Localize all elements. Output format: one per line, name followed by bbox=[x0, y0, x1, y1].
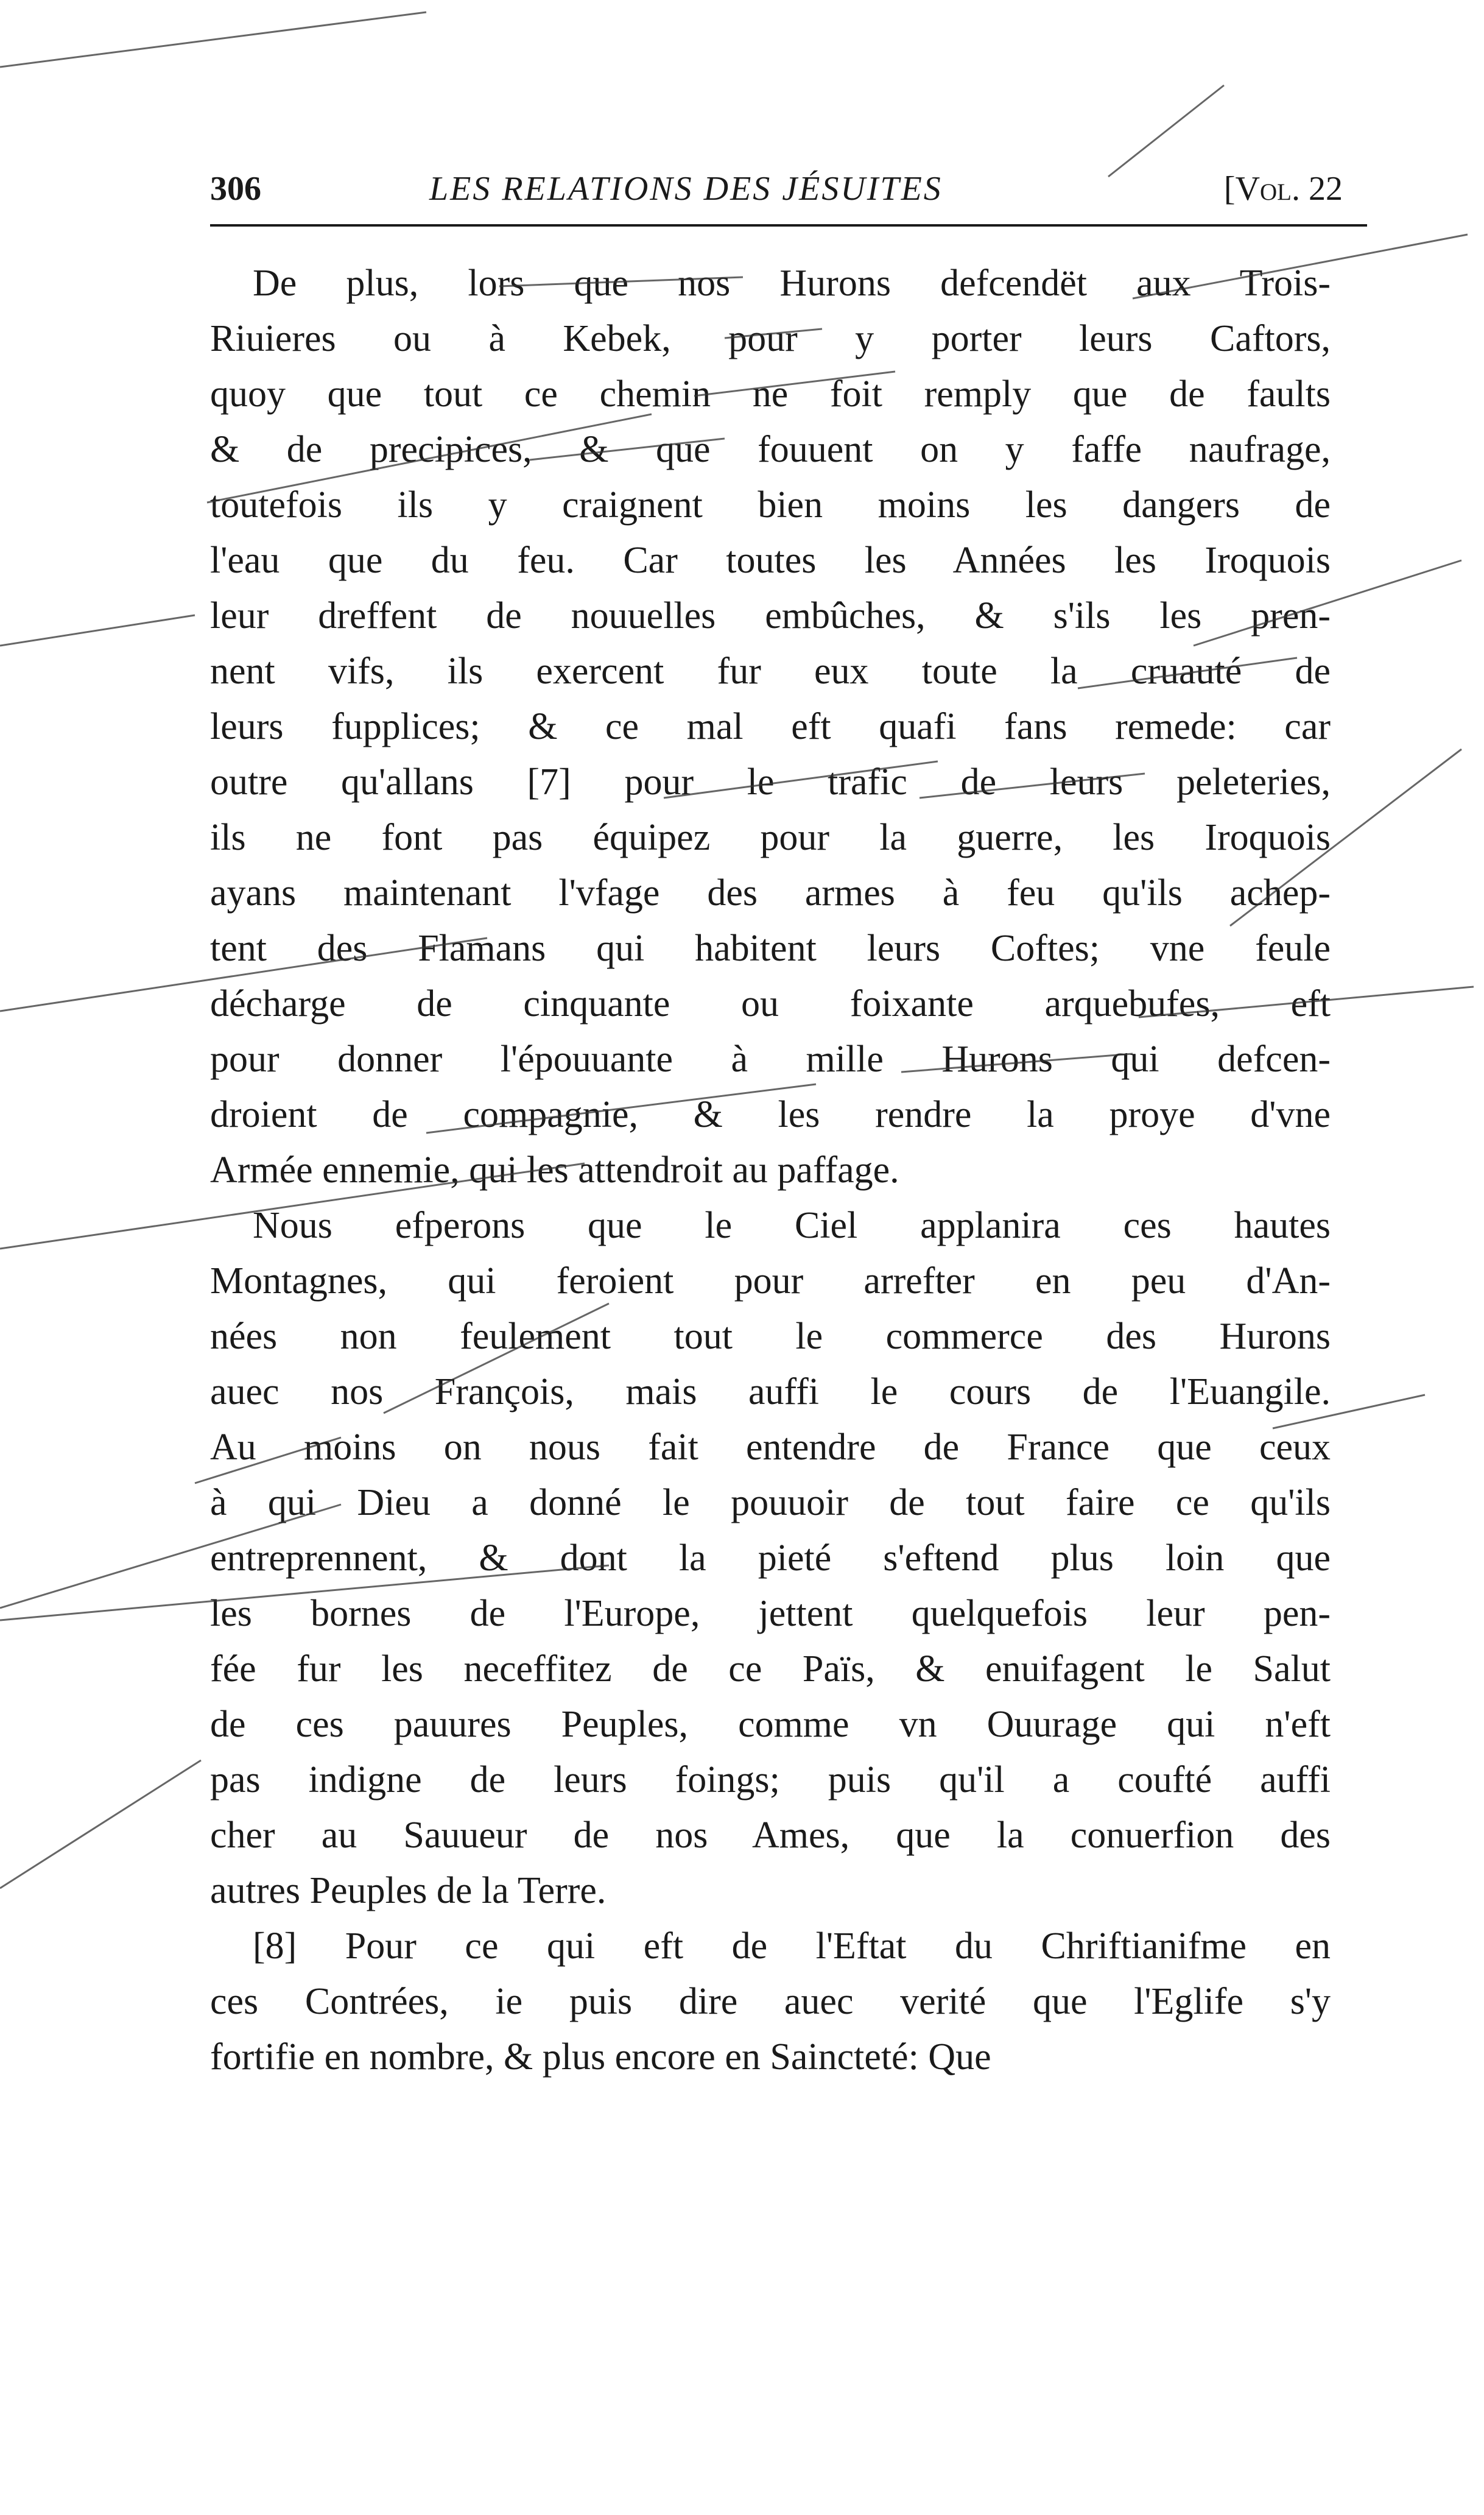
text-line: nées non feulement tout le commerce des Hurons bbox=[210, 1316, 1331, 1357]
stray-stroke-line bbox=[0, 1760, 201, 1888]
text-line: & de precipices, & que fouuent on y faffe naufrage, bbox=[210, 429, 1331, 470]
text-line: les bornes de l'Europe, jettent quelquefois leur pen- bbox=[210, 1593, 1331, 1634]
stray-stroke-line bbox=[1108, 85, 1224, 177]
text-line: Montagnes, qui feroient pour arrefter en peu d'An- bbox=[210, 1260, 1331, 1302]
text-line: Armée ennemie, qui les attendroit au paffage. bbox=[210, 1149, 899, 1191]
text-line: droient de compagnie, & les rendre la proye d'vne bbox=[210, 1094, 1331, 1135]
text-line: nent vifs, ils exercent fur eux toute la cruauté de bbox=[210, 651, 1331, 692]
stray-stroke-line bbox=[0, 615, 195, 646]
text-line: outre qu'allans [7] pour le trafic de leurs peleteries, bbox=[210, 761, 1331, 803]
text-line: fortifie en nombre, & plus encore en Saincteté: Que bbox=[210, 2036, 991, 2078]
text-line: leurs fupplices; & ce mal eft quafi fans remede: car bbox=[210, 706, 1331, 747]
text-line: pas indigne de leurs foings; puis qu'il a coufté auffi bbox=[210, 1759, 1331, 1801]
text-line: quoy que tout ce chemin ne foit remply que de faults bbox=[210, 373, 1331, 415]
text-line: décharge de cinquante ou foixante arquebufes, eft bbox=[210, 983, 1331, 1025]
text-line: ces Contrées, ie puis dire auec verité que l'Eglife s'y bbox=[210, 1981, 1331, 2022]
text-line: Nous efperons que le Ciel applanira ces hautes bbox=[253, 1205, 1331, 1246]
stray-stroke-line bbox=[0, 12, 426, 67]
text-line: cher au Sauueur de nos Ames, que la conuerfion des bbox=[210, 1815, 1331, 1856]
body-text bbox=[210, 256, 1331, 2085]
text-line: De plus, lors que nos Hurons defcendët aux Trois- bbox=[253, 263, 1331, 304]
text-line: [8] Pour ce qui eft de l'Eftat du Chriftianifme en bbox=[253, 1925, 1331, 1967]
page-header bbox=[210, 164, 1343, 213]
text-line: l'eau que du feu. Car toutes les Années les Iroquois bbox=[210, 540, 1331, 581]
volume-label: [Vol. 22 bbox=[1223, 170, 1343, 208]
text-line: à qui Dieu a donné le pouuoir de tout faire ce qu'ils bbox=[210, 1482, 1331, 1523]
text-line: de ces pauures Peuples, comme vn Ouurage qui n'eft bbox=[210, 1704, 1331, 1745]
text-line: Au moins on nous fait entendre de France que ceux bbox=[210, 1427, 1331, 1468]
text-line: entreprennent, & dont la pieté s'eftend plus loin que bbox=[210, 1537, 1331, 1579]
header-rule bbox=[210, 224, 1367, 227]
text-line: auec nos François, mais auffi le cours de l'Euangile. bbox=[210, 1371, 1331, 1413]
text-line: Riuieres ou à Kebek, pour y porter leurs Caftors, bbox=[210, 318, 1331, 359]
text-line: toutefois ils y craignent bien moins les dangers de bbox=[210, 484, 1331, 526]
text-line: ayans maintenant l'vfage des armes à feu qu'ils achep- bbox=[210, 872, 1331, 914]
text-line: leur dreffent de nouuelles embûches, & s'ils les pren- bbox=[210, 595, 1331, 637]
text-line: tent des Flamans qui habitent leurs Coftes; vne feule bbox=[210, 928, 1331, 969]
text-line: fée fur les neceffitez de ce Païs, & enuifagent le Salut bbox=[210, 1648, 1331, 1690]
running-title: LES RELATIONS DES JÉSUITES bbox=[429, 170, 943, 208]
page-number: 306 bbox=[210, 170, 261, 208]
text-line: autres Peuples de la Terre. bbox=[210, 1870, 607, 1911]
text-line: ils ne font pas équipez pour la guerre, les Iroquois bbox=[210, 817, 1331, 858]
text-line: pour donner l'épouuante à mille Hurons qui defcen- bbox=[210, 1039, 1331, 1080]
